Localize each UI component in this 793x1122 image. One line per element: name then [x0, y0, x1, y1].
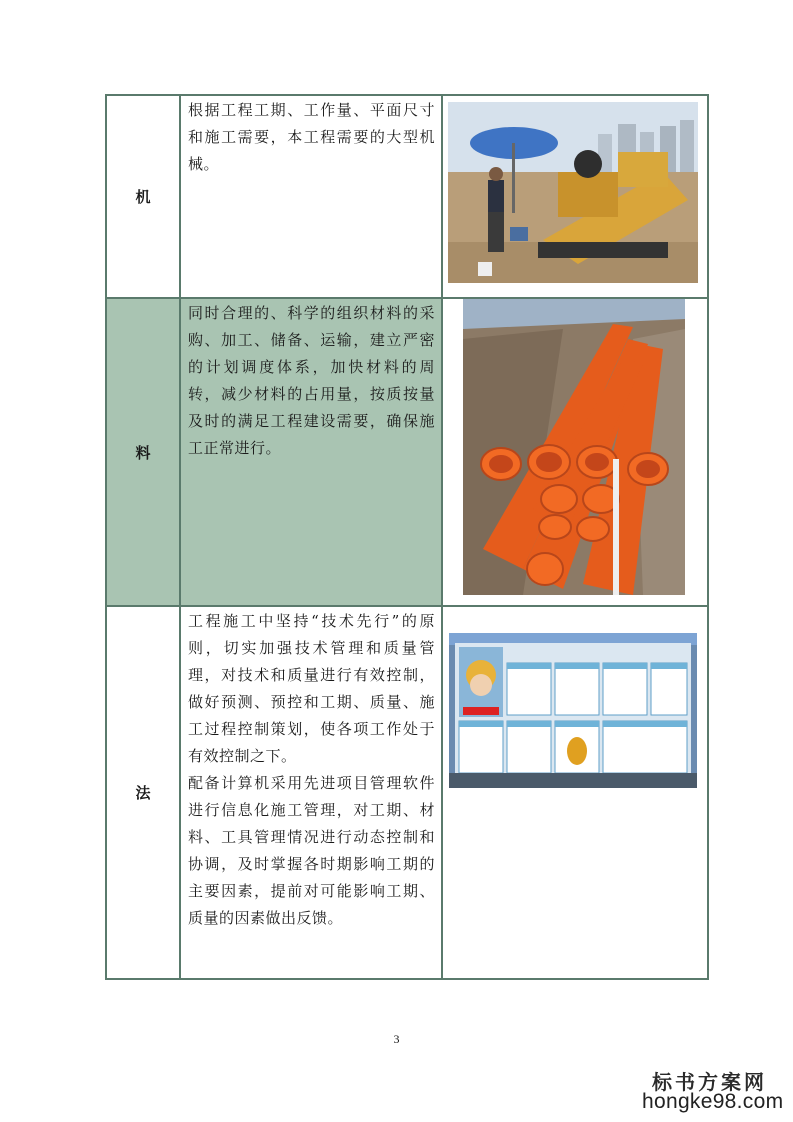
row-label-method: 法: [106, 606, 180, 979]
paragraph: 根据工程工期、工作量、平面尺寸和施工需要，本工程需要的大型机械。: [188, 101, 435, 173]
watermark-title: 标书方案网: [652, 1070, 767, 1094]
row-text-machine: [180, 95, 442, 298]
image-cell-method: [442, 606, 708, 979]
table-row-machine: [106, 95, 708, 298]
content-table: [105, 94, 709, 980]
watermark-url: hongke98.com: [642, 1090, 784, 1113]
row-label-material: 料: [106, 298, 180, 606]
image-cell-machine: [442, 95, 708, 298]
paragraph: 工程施工中坚持“技术先行”的原则，切实加强技术管理和质量管理，对技术和质量进行有效控制，做好预测、预控和工期、质量、施工过程控制策划，使各项工作处于有效控制之下。: [188, 612, 435, 765]
row-label-machine: 机: [106, 95, 180, 298]
drilling-machine-photo: [448, 102, 698, 283]
page-number: 3: [393, 1032, 400, 1046]
orange-pipes-photo: [463, 299, 685, 595]
paragraph: 配备计算机采用先进项目管理软件进行信息化施工管理，对工期、材料、工具管理情况进行动态控制和协调，及时掌握各时期影响工期的主要因素，提前对可能影响工期、质量的因素做出反馈。: [188, 774, 435, 927]
site-signboard-photo: [449, 633, 697, 788]
row-text-method: [180, 606, 442, 979]
row-text-material: [180, 298, 442, 606]
table-row-material: [106, 298, 708, 606]
image-cell-material: [442, 298, 708, 606]
paragraph: 同时合理的、科学的组织材料的采购、加工、储备、运输，建立严密的计划调度体系，加快材料的周转，减少材料的占用量，按质按量及时的满足工程建设需要，确保施工正常进行。: [188, 304, 435, 457]
table-row-method: [106, 606, 708, 979]
